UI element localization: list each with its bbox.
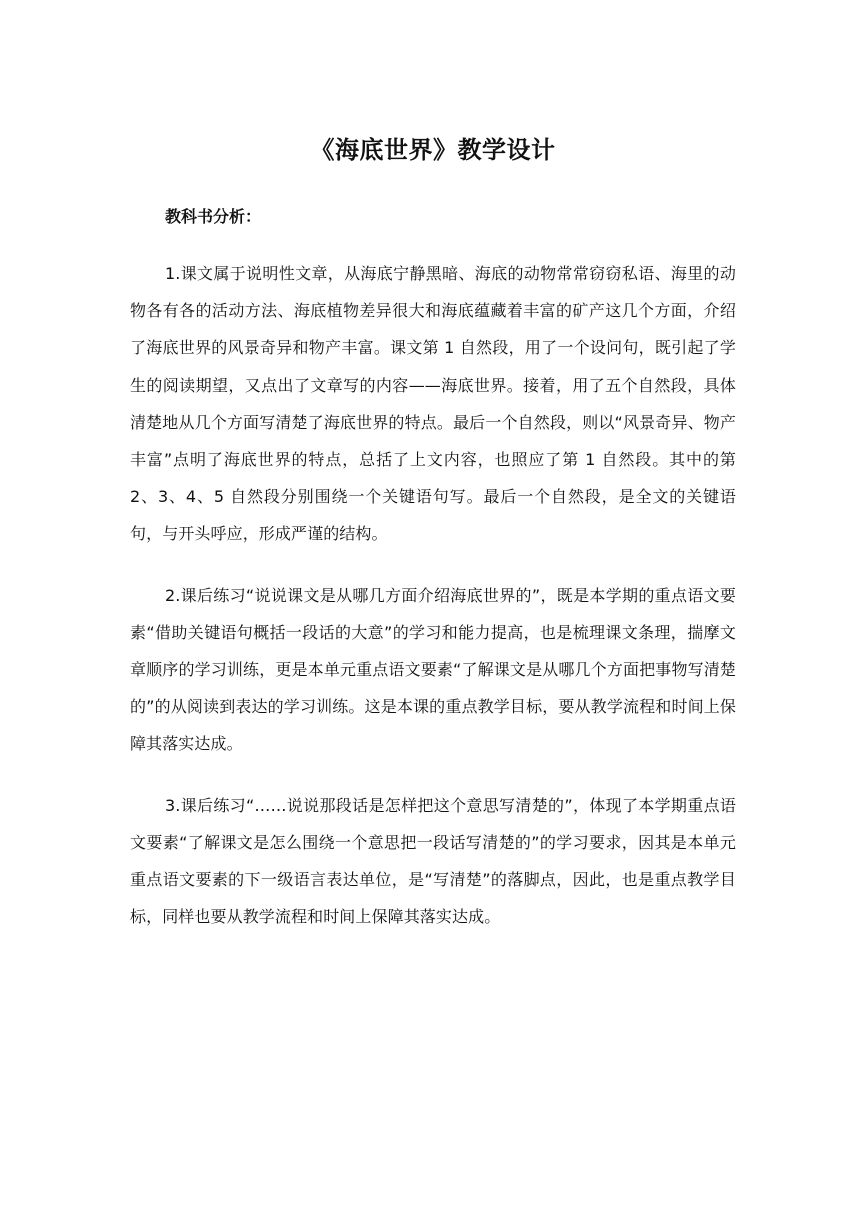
document-title: 《海底世界》教学设计 — [310, 136, 556, 164]
paragraph-2: 2.课后练习“说说课文是从哪几方面介绍海底世界的”，既是本学期的重点语文要素“借助关键语句概括一段话的大意”的学习和能力提高，也是梳理课文条理，揣摩文章顺序的学习训练，更是本单元重点语文要素“了解课文是从哪几个方面把事物写清楚的”的从阅读到表达的学习训练。这是本课的重点教学目标，要从教学流程和时间上保障其落实达成。 — [130, 585, 736, 754]
section-heading: 教科书分析： — [165, 207, 262, 226]
paragraph-1: 1.课文属于说明性文章，从海底宁静黑暗、海底的动物常常窃窃私语、海里的动物各有各的活动方法、海底植物差异很大和海底蕴藏着丰富的矿产这几个方面，介绍了海底世界的风景奇异和物产丰富。课文第 1 自然段，用了一个设问句，既引起了学生的阅读期望，又点出了文章写的内容——海底世界。接着，用了五个自然段，具体清楚地从几个方面写清楚了海底世界的特点。最后一个自然段，则以“风景奇异、物产丰富”点明了海底世界的特点，总括了上文内容，也照应了第 1 自然段。其中的第 2、3、4、5 自然段分别围绕一个关键语句写。最后一个自然段，是全文的关键语句，与开头呼应，形成严谨的结构。 — [130, 264, 736, 544]
paragraph-3: 3.课后练习“……说说那段话是怎样把这个意思写清楚的”，体现了本学期重点语文要素“了解课文是怎么围绕一个意思把一段话写清楚的”的学习要求，因其是本单元重点语文要素的下一级语言表达单位，是“写清楚”的落脚点，因此，也是重点教学目标，同样也要从教学流程和时间上保障其落实达成。 — [130, 795, 736, 927]
